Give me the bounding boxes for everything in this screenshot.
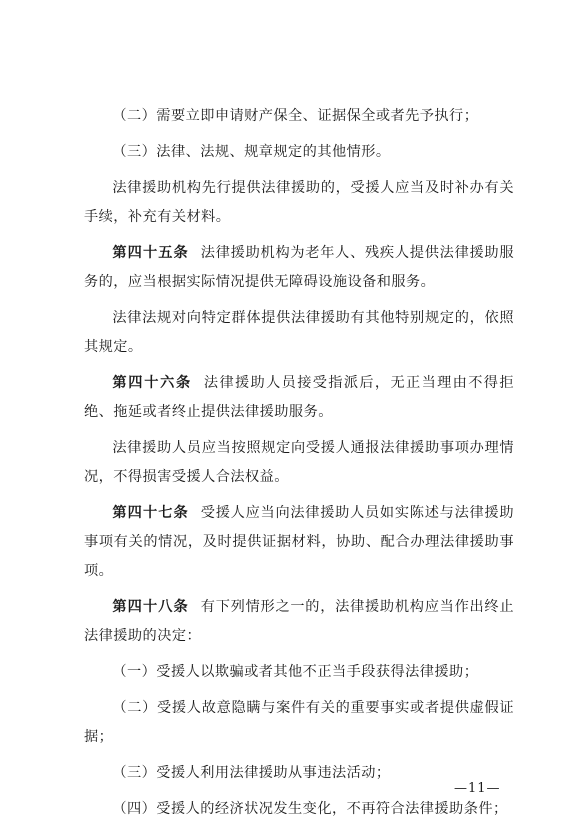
- paragraph-text: 受援人应当向法律援助人员如实陈述与法律援助事项有关的情况，及时提供证据材料，协助、配合办理法律援助事项。: [84, 505, 514, 579]
- paragraph-text: 有下列情形之一的，法律援助机构应当作出终止法律援助的决定：: [84, 599, 514, 644]
- paragraph-text: 法律援助机构为老年人、残疾人提供法律援助服务的，应当根据实际情况提供无障碍设施设备和服务。: [84, 245, 514, 290]
- paragraph-text: 法律援助人员应当按照规定向受援人通报法律援助事项办理情况，不得损害受援人合法权益。: [84, 440, 514, 485]
- page-number: —11—: [454, 781, 501, 796]
- paragraph: [84, 434, 514, 492]
- paragraph-text: （三）法律、法规、规章规定的其他情形。: [112, 144, 391, 160]
- paragraph: [84, 795, 514, 824]
- paragraph: [84, 658, 514, 687]
- paragraph-text: 法律援助人员接受指派后，无正当理由不得拒绝、拖延或者终止提供法律援助服务。: [84, 375, 514, 420]
- article-number: 第四十六条: [112, 375, 192, 391]
- paragraph-text: （三）受援人利用法律援助从事违法活动；: [112, 765, 391, 781]
- paragraph: [84, 102, 514, 131]
- article-paragraph: [84, 239, 514, 297]
- paragraph-text: （二）受援人故意隐瞒与案件有关的重要事实或者提供虚假证据；: [84, 700, 514, 745]
- article-paragraph: [84, 499, 514, 586]
- article-paragraph: [84, 369, 514, 427]
- article-number: 第四十五条: [112, 245, 189, 261]
- document-body: [84, 102, 514, 831]
- paragraph-text: （二）需要立即申请财产保全、证据保全或者先予执行；: [112, 108, 479, 124]
- paragraph-text: （四）受援人的经济状况发生变化，不再符合法律援助条件；: [112, 801, 508, 817]
- article-number: 第四十七条: [112, 505, 189, 521]
- paragraph-text: 法律援助机构先行提供法律援助的，受援人应当及时补办有关手续，补充有关材料。: [84, 180, 514, 225]
- paragraph: [84, 138, 514, 167]
- paragraph: [84, 759, 514, 788]
- paragraph: [84, 304, 514, 362]
- paragraph-text: （一）受援人以欺骗或者其他不正当手段获得法律援助；: [112, 664, 479, 680]
- article-number: 第四十八条: [112, 599, 189, 615]
- paragraph: [84, 694, 514, 752]
- paragraph: [84, 174, 514, 232]
- paragraph-text: 法律法规对向特定群体提供法律援助有其他特别规定的，依照其规定。: [84, 310, 514, 355]
- article-paragraph: [84, 593, 514, 651]
